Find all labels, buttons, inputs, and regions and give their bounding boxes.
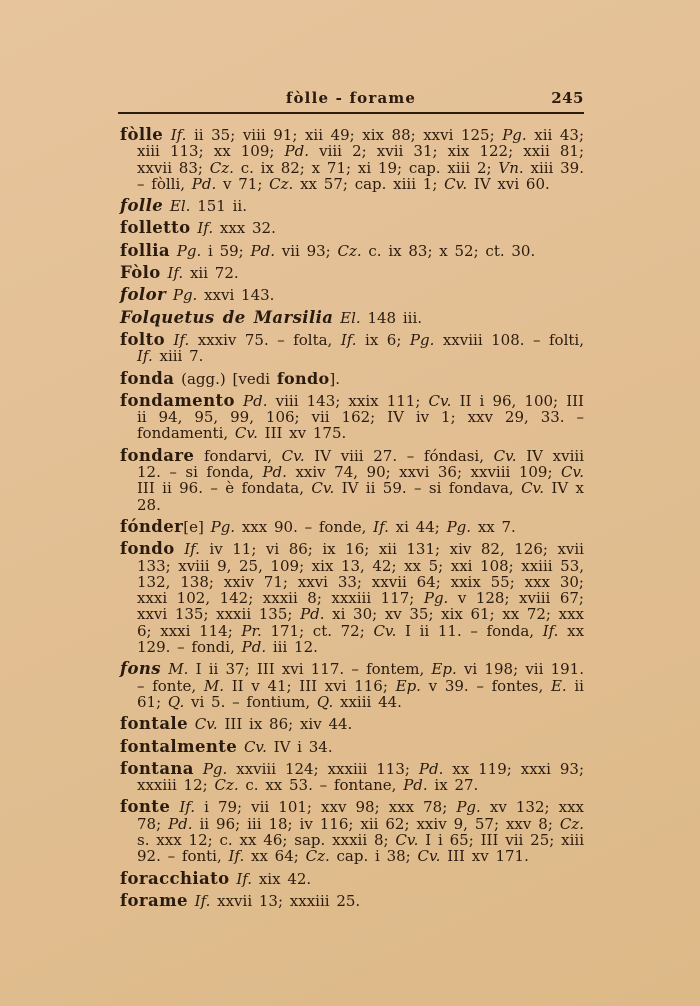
- index-entry: folletto If. xxx 32.: [120, 218, 276, 238]
- source-abbreviation: Cv.: [194, 715, 218, 734]
- source-abbreviation: Pg.: [456, 798, 481, 817]
- source-abbreviation: If.: [173, 330, 190, 349]
- source-abbreviation: Cv.: [444, 174, 468, 193]
- source-abbreviation: Cv.: [417, 847, 441, 866]
- source-abbreviation: Cv.: [281, 446, 305, 465]
- entry-headword: Fòlo: [120, 263, 161, 283]
- entry-headword: fons: [120, 659, 161, 679]
- source-abbreviation: If.: [228, 847, 245, 866]
- entries-list: [120, 127, 584, 915]
- source-abbreviation: Cv.: [493, 446, 517, 465]
- cross-reference: fondo: [276, 368, 330, 388]
- source-abbreviation: Vn.: [498, 158, 524, 177]
- source-abbreviation: Pg.: [172, 286, 198, 305]
- source-abbreviation: Cv.: [561, 463, 584, 482]
- entry-headword: fónder: [120, 516, 184, 536]
- source-abbreviation: Pg.: [409, 330, 435, 349]
- header-rule: [118, 112, 584, 114]
- index-entry: forame If. xxvii 13; xxxiii 25.: [120, 890, 361, 910]
- index-entry: fondare fondarvi, Cv. IV viii 27. – fóndasi, Cv. IV xviii 12. – si fonda, Pd. xxiv 74, 90; xxvi 36; xxviii 109; Cv. III ii 96. – è fondata, Cv. IV ii 59. – si fondava, Cv. IV x 28.: [120, 445, 585, 514]
- source-abbreviation: Cv.: [521, 479, 545, 498]
- entry-headword: fonda: [120, 368, 175, 388]
- source-abbreviation: Pg.: [502, 126, 527, 144]
- index-entry: fontalmente Cv. IV i 34.: [120, 736, 333, 756]
- entry-headword: Folquetus de Marsilia: [120, 307, 334, 327]
- source-abbreviation: If.: [194, 891, 211, 910]
- page-header: [118, 89, 584, 109]
- source-abbreviation: Ep.: [395, 676, 421, 695]
- source-abbreviation: Pd.: [403, 776, 428, 795]
- source-abbreviation: If.: [170, 126, 187, 144]
- index-entry: fòlle If. ii 35; viii 91; xii 49; xix 88; xxvi 125; Pg. xii 43; xiii 113; xx 109; Pd. viii 2; xvii 31; xix 122; xxii 81; xxvii 83; Cz. c. ix 82; x 71; xi 19; cap. xiii 2; Vn. xiii 39. – fòlli, Pd. v 71; Cz. xx 57; cap. xiii 1; Cv. IV xvi 60.: [120, 125, 584, 193]
- index-entry: fontale Cv. III ix 86; xiv 44.: [120, 714, 353, 734]
- source-abbreviation: If.: [373, 517, 389, 536]
- source-abbreviation: Pd.: [284, 142, 310, 161]
- entry-headword-suffix: [e]: [183, 517, 204, 536]
- entry-headword: forame: [120, 890, 188, 910]
- entry-headword: fontana: [120, 758, 194, 778]
- index-entry: fons M. I ii 37; III xvi 117. – fontem, Ep. vi 198; vii 191. – fonte, M. II v 41; III xvi 116; Ep. v 39. – fontes, E. ii 61; Q. vi 5. – fontium, Q. xxiii 44.: [120, 659, 584, 711]
- entry-headword: fonte: [120, 797, 171, 817]
- source-abbreviation: Cz.: [214, 776, 239, 795]
- index-entry: fonda (agg.) [vedi fondo].: [120, 368, 341, 388]
- entry-headword: fontale: [120, 714, 188, 734]
- source-abbreviation: Pg.: [210, 517, 236, 536]
- source-abbreviation: Cz.: [305, 847, 330, 866]
- source-abbreviation: M.: [168, 660, 189, 679]
- source-abbreviation: Cv.: [311, 479, 335, 498]
- source-abbreviation: Cz.: [269, 174, 294, 193]
- page-number: 245: [551, 89, 584, 107]
- entry-headword: folletto: [120, 218, 191, 238]
- source-abbreviation: Cz.: [209, 158, 234, 177]
- source-abbreviation: If.: [184, 540, 200, 559]
- index-entry: follia Pg. i 59; Pd. vii 93; Cz. c. ix 83; x 52; ct. 30.: [120, 240, 536, 260]
- entry-headword: fòlle: [120, 125, 164, 144]
- source-abbreviation: Cv.: [243, 737, 267, 756]
- source-abbreviation: Cv.: [395, 830, 419, 849]
- source-abbreviation: If.: [179, 798, 196, 817]
- source-abbreviation: If.: [542, 621, 559, 640]
- source-abbreviation: Cz.: [559, 814, 584, 833]
- source-abbreviation: If.: [340, 330, 357, 349]
- running-title: fòlle - forame: [285, 89, 417, 107]
- source-abbreviation: Pg.: [446, 517, 472, 536]
- source-abbreviation: If.: [236, 869, 253, 888]
- source-abbreviation: M.: [203, 676, 224, 695]
- index-entry: foracchiato If. xix 42.: [120, 868, 312, 888]
- source-abbreviation: Cz.: [337, 241, 362, 260]
- source-abbreviation: Pg.: [176, 241, 202, 260]
- entry-headword: fondamento: [120, 390, 235, 410]
- source-abbreviation: Pd.: [300, 605, 325, 624]
- entry-headword: foracchiato: [120, 868, 230, 888]
- entry-headword: fondare: [120, 445, 195, 465]
- index-entry: fónder[e] Pg. xxx 90. – fonde, If. xi 44; Pg. xx 7.: [120, 516, 516, 536]
- source-abbreviation: Cv.: [428, 391, 452, 410]
- entry-headword: folle: [120, 196, 164, 216]
- entry-headword: fontalmente: [120, 736, 238, 756]
- source-abbreviation: El.: [169, 197, 191, 216]
- source-abbreviation: Pd.: [418, 759, 444, 778]
- index-entry: folle El. 151 ii.: [120, 196, 247, 216]
- entry-headword: fondo: [120, 539, 175, 559]
- source-abbreviation: Pg.: [423, 589, 449, 608]
- source-abbreviation: Pd.: [243, 391, 268, 410]
- source-abbreviation: If.: [167, 264, 184, 283]
- source-abbreviation: Pd.: [191, 174, 217, 193]
- source-abbreviation: Cv.: [373, 621, 397, 640]
- source-abbreviation: Pr.: [241, 621, 262, 640]
- index-entry: folto If. xxxiv 75. – folta, If. ix 6; Pg. xxviii 108. – folti, If. xiii 7.: [120, 329, 584, 366]
- index-entry: fondamento Pd. viii 143; xxix 111; Cv. II i 96, 100; III ii 94, 95, 99, 106; vii 162; IV iv 1; xxv 29, 33. – fondamenti, Cv. III xv 175.: [120, 390, 584, 443]
- source-abbreviation: E.: [550, 676, 567, 695]
- source-abbreviation: Pd.: [250, 241, 275, 260]
- source-abbreviation: Q.: [316, 692, 334, 711]
- source-abbreviation: If.: [137, 347, 153, 366]
- source-abbreviation: Pd.: [241, 638, 267, 657]
- source-abbreviation: Pd.: [262, 463, 287, 482]
- index-entry: fonte If. i 79; vii 101; xxv 98; xxx 78; Pg. xv 132; xxx 78; Pd. ii 96; iii 18; iv 116; xii 62; xxiv 9, 57; xxv 8; Cz. s. xxx 12; c. xx 46; sap. xxxii 8; Cv. I i 65; III vii 25; xiii 92. – fonti, If. xx 64; Cz. cap. i 38; Cv. III xv 171.: [120, 797, 584, 866]
- source-abbreviation: Pg.: [202, 759, 228, 778]
- source-abbreviation: Cv.: [234, 424, 258, 443]
- entry-headword: folor: [120, 285, 167, 305]
- source-abbreviation: El.: [340, 308, 361, 327]
- source-abbreviation: If.: [197, 219, 214, 238]
- index-entry: Fòlo If. xii 72.: [120, 263, 239, 283]
- entry-headword: folto: [120, 329, 165, 349]
- source-abbreviation: Pd.: [168, 814, 193, 833]
- index-entry: folor Pg. xxvi 143.: [120, 285, 275, 305]
- index-entry: fondo If. iv 11; vi 86; ix 16; xii 131; xiv 82, 126; xvii 133; xviii 9, 25, 109; xix 13, 42; xx 5; xxi 108; xxiii 53, 132, 138; xxiv 71; xxvi 33; xxvii 64; xxix 55; xxx 30; xxxi 102, 142; xxxii 8; xxxiii 117; Pg. v 128; xviii 67; xxvi 135; xxxii 135; Pd. xi 30; xv 35; xix 61; xx 72; xxx 6; xxxi 114; Pr. 171; ct. 72; Cv. I ii 11. – fonda, If. xx 129. – fondi, Pd. iii 12.: [120, 539, 585, 657]
- source-abbreviation: Q.: [167, 692, 185, 711]
- source-abbreviation: Ep.: [431, 660, 457, 679]
- index-entry: fontana Pg. xxviii 124; xxxiii 113; Pd. xx 119; xxxi 93; xxxiii 12; Cz. c. xx 53. – fontane, Pd. ix 27.: [120, 758, 584, 795]
- entry-headword: follia: [120, 240, 170, 260]
- index-entry: Folquetus de Marsilia El. 148 iii.: [120, 307, 423, 327]
